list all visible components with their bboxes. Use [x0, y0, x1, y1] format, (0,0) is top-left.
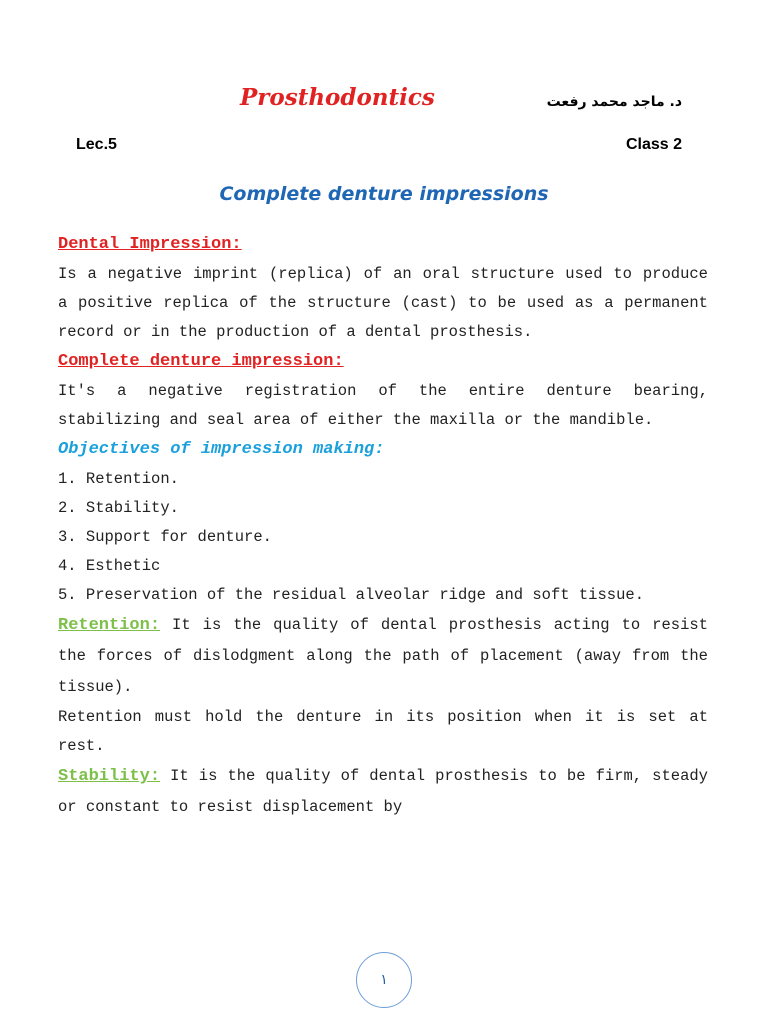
- objective-item: 5. Preservation of the residual alveolar ridge and soft tissue.: [58, 586, 644, 604]
- retention-paragraph: [58, 610, 708, 703]
- objective-item: 4. Esthetic: [58, 557, 161, 575]
- dental-impression-definition: Is a negative imprint (replica) of an oral structure used to produce a positive replica of the structure (cast) to be used as a permanent record or in the production of a dental prosthesis.: [58, 265, 708, 341]
- stability-paragraph: [58, 761, 708, 823]
- objective-item: 1. Retention.: [58, 470, 179, 488]
- objective-item: 3. Support for denture.: [58, 528, 272, 546]
- class-label: Class 2: [625, 136, 682, 153]
- stability-label: Stability:: [58, 767, 161, 786]
- objectives-heading: Objectives of impression making:: [58, 440, 385, 459]
- author-name: د. ماجد محمد رفعت: [546, 94, 682, 110]
- retention-text: It is the quality of dental prosthesis acting to resist the forces of dislodgment along the path of placement (away from the tissue).: [58, 616, 708, 696]
- retention-label: Retention:: [58, 616, 161, 635]
- dental-impression-heading: Dental Impression:: [58, 235, 242, 254]
- objective-item: 2. Stability.: [58, 499, 179, 517]
- complete-denture-impression-definition: It's a negative registration of the entire denture bearing, stabilizing and seal area of either the maxilla or the mandible.: [58, 382, 708, 429]
- course-title: Prosthodontics: [240, 84, 435, 111]
- document-body: [58, 230, 708, 823]
- page-title: Complete denture impressions: [219, 183, 549, 205]
- lecture-number: Lec.5: [76, 136, 117, 153]
- retention-note: Retention must hold the denture in its position when it is set at rest.: [58, 708, 708, 755]
- complete-denture-impression-heading: Complete denture impression:: [58, 352, 344, 371]
- page-number-badge: ١: [356, 952, 412, 1008]
- stability-text: It is the quality of dental prosthesis to be firm, steady or constant to resist displacement by: [58, 767, 708, 816]
